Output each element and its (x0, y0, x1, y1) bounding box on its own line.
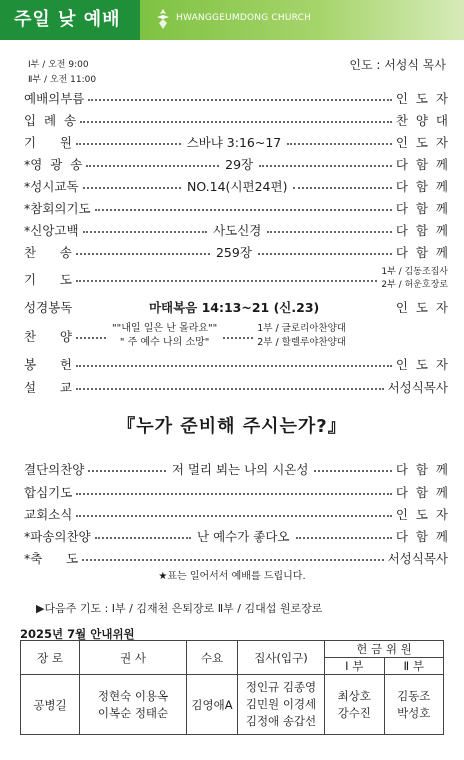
deacon-cell (80, 675, 187, 735)
leader-dots (267, 231, 392, 233)
scripture-reference: 마태복음 14:13~21 (신.23) (148, 300, 320, 315)
usher-guide-title: 2025년 7월 안내위원 (20, 627, 135, 641)
leader-dots (287, 143, 392, 145)
leader-dots (314, 470, 391, 472)
order-leader: 다 함 께 (395, 223, 448, 238)
leader-dots (76, 280, 377, 282)
order-item (24, 197, 448, 219)
header-part-1: Ⅰ 부 (325, 658, 385, 675)
usher-table (20, 640, 444, 735)
order-detail: 259장 (215, 245, 252, 260)
entrance-line: 정인규 김종영 (245, 680, 317, 694)
offering-name: 박성호 (397, 705, 431, 720)
order-leader: 찬 양 대 (395, 113, 448, 128)
order-label: *파송의찬양 (24, 529, 91, 544)
order-item (24, 109, 448, 131)
order-label: *신앙고백 (24, 223, 79, 238)
order-item (24, 131, 448, 153)
order-leader: 다 함 께 (395, 245, 448, 260)
leader-dots (95, 209, 392, 211)
header-offering: 헌 금 위 원 (325, 641, 444, 658)
leader-dots (82, 559, 383, 561)
leader-dots (83, 187, 181, 189)
entrance-line: 김정애 송갑선 (245, 714, 317, 728)
wednesday-cell: 김영애A (187, 675, 238, 735)
prayer-leader-2: 2부 / 허운호장로 (381, 280, 448, 290)
order-label: 찬 송 (24, 245, 72, 260)
presider: 인도 : 서성식 목사 (349, 58, 446, 72)
order-leader: 다 함 께 (395, 529, 448, 544)
leader-dots (88, 470, 165, 472)
header-part-2: Ⅱ 부 (384, 658, 444, 675)
order-label: 예배의부름 (24, 91, 85, 106)
order-item-reading (24, 296, 448, 318)
leader-dots (88, 99, 391, 101)
order-leader: 다 함 께 (395, 157, 449, 172)
anthem-choir-2: 2부 / 할렐루야찬양대 (257, 337, 346, 348)
prayer-leaders (381, 266, 448, 292)
church-banner (140, 0, 464, 40)
order-label: *영 광 송 (24, 157, 83, 172)
order-item (24, 503, 448, 525)
standing-note: ★표는 일어서서 예배를 드립니다. (158, 571, 306, 582)
offering-part-2-cell (384, 675, 444, 735)
order-item (24, 153, 448, 175)
order-item (24, 525, 448, 547)
offering-part-1-cell (325, 675, 385, 735)
entrance-cell (238, 675, 325, 735)
leader-dots (76, 515, 392, 517)
leader-dots (293, 187, 391, 189)
leader-dots (76, 337, 106, 339)
offering-name: 강수진 (337, 705, 371, 720)
order-detail: 난 예수가 좋다오 (197, 529, 290, 544)
leader-dots (76, 493, 392, 495)
leader-dots (83, 231, 208, 233)
page-title: 주일 낮 예배 (0, 0, 140, 40)
order-leader: 인 도 자 (395, 135, 448, 150)
anthem-songs (110, 322, 219, 350)
header-elder: 장 로 (21, 641, 80, 675)
leader-dots (296, 537, 392, 539)
anthem-choirs (257, 322, 346, 350)
order-leader: 인 도 자 (395, 357, 448, 372)
anthem-song-1: ""내일 일은 난 몰라요"" (112, 323, 218, 334)
order-leader: 서성식목사 (387, 380, 448, 395)
deacon-line: 이복순 정태순 (97, 705, 169, 720)
order-item (24, 481, 448, 503)
order-label: *참회의기도 (24, 201, 91, 216)
leader-dots (76, 365, 392, 367)
order-label: 설 교 (24, 380, 72, 395)
order-leader: 인 도 자 (395, 507, 448, 522)
service-times (28, 58, 96, 88)
order-detail: NO.14(시편24편) (187, 179, 288, 194)
entrance-line: 김민원 이경세 (245, 697, 317, 711)
order-label: 봉 헌 (24, 357, 72, 372)
order-label: 성경봉독 (24, 300, 73, 315)
order-label: 결단의찬양 (24, 462, 85, 477)
header-deacon: 권 사 (80, 641, 187, 675)
order-leader: 다 함 께 (395, 485, 448, 500)
order-item (24, 547, 448, 569)
order-leader: 서성식목사 (387, 551, 448, 566)
order-item (24, 458, 448, 480)
order-item (24, 376, 448, 398)
header-wednesday: 수요 (187, 641, 238, 675)
offering-name: 김동조 (397, 688, 431, 703)
order-detail: 저 멀리 뵈는 나의 시온성 (171, 462, 309, 477)
leader-dots (223, 337, 253, 339)
order-item (24, 87, 448, 109)
leader-dots (86, 165, 219, 167)
order-label: 입 례 송 (24, 113, 77, 128)
header-entrance: 집사(입구) (238, 641, 325, 675)
leader-dots (76, 143, 181, 145)
order-label: 기 원 (24, 135, 72, 150)
order-item-prayer (24, 264, 448, 294)
order-leader: 다 함 께 (395, 201, 448, 216)
service-time-1: Ⅰ부 / 오전 9:00 (28, 60, 89, 70)
leader-dots (259, 165, 392, 167)
order-leader: 다 함 께 (395, 179, 449, 194)
leader-dots (95, 537, 191, 539)
leader-dots (76, 253, 210, 255)
order-leader: 인 도 자 (395, 300, 448, 315)
order-label: *축 도 (24, 551, 79, 566)
bulletin-header (0, 0, 464, 40)
service-time-2: Ⅱ부 / 오전 11:00 (28, 75, 97, 85)
order-leader: 다 함 께 (395, 462, 449, 477)
order-item (24, 219, 448, 241)
sermon-title: 『누가 준비해 주시는가?』 (117, 416, 347, 437)
order-label: 합심기도 (24, 485, 73, 500)
order-item-anthem (24, 319, 448, 353)
order-item (24, 241, 448, 263)
elder-cell: 공병길 (21, 675, 80, 735)
order-detail: 29장 (225, 157, 254, 172)
order-label: 기 도 (24, 272, 72, 287)
anthem-song-2: " 주 예수 나의 소망" (119, 337, 210, 348)
order-item (24, 353, 448, 375)
anthem-choir-1: 1부 / 글로리아찬양대 (257, 323, 346, 334)
order-label: 교회소식 (24, 507, 73, 522)
order-label: 찬 양 (24, 329, 72, 344)
order-leader: 인 도 자 (395, 91, 448, 106)
order-detail: 사도신경 (213, 223, 262, 238)
church-name: HWANGGEUMDONG CHURCH (176, 13, 312, 23)
leader-dots (76, 388, 384, 390)
prayer-leader-1: 1부 / 김동조집사 (381, 267, 448, 277)
leader-dots (80, 121, 392, 123)
church-logo-icon (154, 8, 172, 30)
order-detail: 스바냐 3:16~17 (186, 135, 282, 150)
leader-dots (258, 253, 392, 255)
order-label: *성시교독 (24, 179, 79, 194)
deacon-line: 정현숙 이용옥 (97, 688, 169, 703)
order-item (24, 175, 448, 197)
offering-name: 최상호 (337, 688, 371, 703)
next-week-prayer: ▶다음주 기도 : Ⅰ부 / 김재천 은퇴장로 Ⅱ부 / 김대섭 원로장로 (36, 602, 323, 615)
